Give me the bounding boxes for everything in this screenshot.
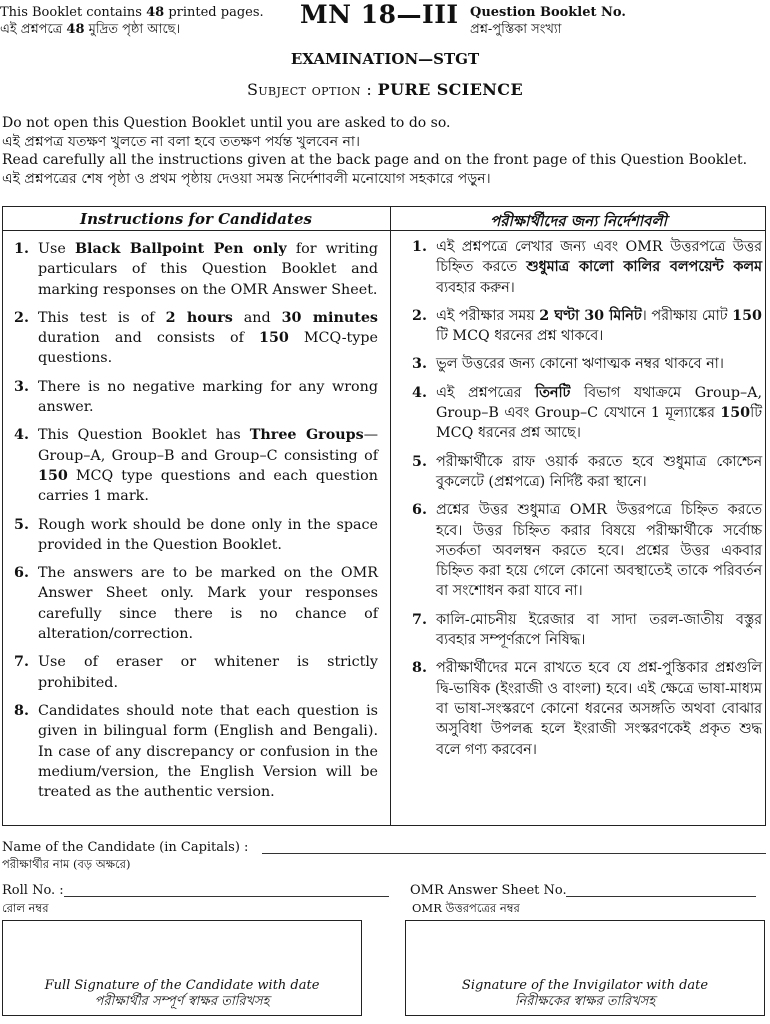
item-text: Candidates should note that each question is given in bilingual form (English and Bengali). In case of any discrepancy or confusion in the medium/version, the English Version will be treated as the authentic version.: [38, 702, 378, 801]
item-number: 5.: [14, 516, 29, 533]
booklet-pages-bn-post: মুদ্রিত পৃষ্ঠা আছে।: [84, 22, 181, 37]
instruction-item-bn: [412, 383, 762, 444]
item-number: 7.: [14, 654, 29, 671]
instruction-item: [14, 425, 378, 506]
note-1-bn: এই প্রশ্নপত্র যতক্ষণ খুলতে না বলা হবে ততক্ষণ পর্যন্ত খুলবেন না।: [2, 133, 360, 150]
item-text: [38, 425, 378, 506]
item-text-part: টি MCQ ধরনের প্রশ্ন থাকবে।: [436, 328, 604, 345]
candidate-name-field[interactable]: [262, 853, 766, 854]
instruction-item-bn: [412, 658, 762, 759]
paper-code: MN 18—III: [300, 0, 459, 29]
item-number: 2.: [14, 309, 29, 326]
item-text: কালি-মোচনীয় ইরেজার বা সাদা তরল-জাতীয় বস্তুর ব্যবহার সম্পূর্ণরূপে নিষিদ্ধ।: [436, 611, 762, 649]
roll-no-label-bn: রোল নম্বর: [2, 901, 49, 915]
item-number: 5.: [412, 453, 427, 470]
omr-no-field[interactable]: [566, 896, 756, 897]
item-text-part: This Question Booklet has: [38, 427, 250, 444]
item-text-bold: 30 minutes: [281, 309, 378, 326]
item-text-bold: Black Ballpoint Pen only: [74, 241, 287, 257]
question-booklet-no-bn: প্রশ্ন-পুস্তিকা সংখ্যা: [470, 22, 562, 37]
item-text-bold: 150: [259, 330, 289, 347]
booklet-pages-en-num: 48: [146, 5, 165, 20]
invigilator-signature-bn: নিরীক্ষকের স্বাক্ষর তারিখসহ: [514, 994, 656, 1009]
item-number: 4.: [14, 427, 29, 444]
column-divider: [390, 206, 391, 826]
candidate-signature-en: Full Signature of the Candidate with date: [44, 978, 320, 993]
subject-value: PURE SCIENCE: [377, 80, 524, 99]
item-text-part: for writing particulars of this Question Booklet and marking responses on the OMR Answer Sheet.: [38, 241, 378, 298]
invigilator-signature-caption: [405, 978, 765, 1010]
instruction-item: [14, 701, 378, 802]
item-number: 6.: [14, 565, 29, 582]
item-text: [38, 308, 378, 369]
item-number: 1.: [412, 239, 427, 255]
item-text: Use of eraser or whitener is strictly prohibited.: [38, 654, 378, 691]
roll-no-field[interactable]: [64, 896, 389, 897]
item-text-bold: 150: [720, 405, 751, 422]
item-text-part: Use: [38, 241, 75, 257]
instruction-item-bn: [412, 237, 762, 298]
item-number: 8.: [412, 660, 427, 677]
instruction-item-bn: [412, 500, 762, 601]
item-text-part: এই প্রশ্নপত্রে লেখার জন্য এবং OMR উত্তরপত্রে উত্তর চিহ্নিত করতে: [436, 239, 762, 276]
booklet-pages-bn-pre: এই প্রশ্নপত্রে: [0, 22, 67, 37]
candidate-name-label-bn: পরীক্ষার্থীর নাম (বড় অক্ষরে): [2, 857, 131, 871]
item-text-bold: Three Groups: [249, 427, 364, 444]
item-text-part: এই পরীক্ষার সময়: [436, 307, 540, 324]
note-2-bn: এই প্রশ্নপত্রের শেষ পৃষ্ঠা ও প্রথম পৃষ্ঠায় দেওয়া সমস্ত নির্দেশাবলী মনোযোগ সহকারে পড়ুন।: [2, 170, 491, 187]
item-text-part: এই প্রশ্নপত্রের: [436, 384, 536, 401]
omr-no-label-bn: OMR উত্তরপত্রের নম্বর: [412, 901, 520, 915]
item-text: [436, 306, 762, 347]
subject-separator: :: [360, 80, 378, 99]
item-text: প্রশ্নের উত্তর শুধুমাত্র OMR উত্তরপত্রে চিহ্নিত করতে হবে। উত্তর চিহ্নিত করার বিষয়ে পরীক্ষার্থীকে সর্বোচ্চ সতর্কতা অবলম্বন করতে হবে। প্রশ্নের উত্তর একবার চিহ্নিত করা হয়ে গেলে কোনো অবস্থাতেই তাকে পরিবর্তন বা সংশোধন করা যাবে না।: [436, 502, 762, 600]
item-number: 7.: [412, 611, 427, 628]
invigilator-signature-en: Signature of the Invigilator with date: [461, 978, 709, 993]
instruction-item: [14, 515, 378, 556]
instruction-item: [14, 652, 378, 693]
instruction-item: [14, 563, 378, 644]
item-text-bold: শুধুমাত্র কালো কালির বলপয়েন্ট কলম: [526, 259, 762, 276]
item-number: 8.: [14, 702, 29, 719]
item-text-part: —Group–A, Group–B and Group–C consisting of: [38, 427, 378, 464]
instructions-heading-en: Instructions for Candidates: [80, 210, 312, 228]
item-text: [436, 383, 762, 444]
question-booklet-number: [470, 4, 770, 38]
omr-no-label-en: OMR Answer Sheet No.: [410, 883, 567, 898]
item-text: পরীক্ষার্থীদের মনে রাখতে হবে যে প্রশ্ন-পুস্তিকার প্রশ্নগুলি দ্বি-ভাষিক (ইংরাজী ও বাংলা) হবে। এই ক্ষেত্রে ভাষা-মাধ্যম বা ভাষা-সংস্করণে কোনো ধরনের অসঙ্গতি অথবা বোঝার অসুবিধা উপলব্ধ হলে ইংরাজী সংস্করণকেই প্রকৃত শুদ্ধ বলে গণ্য করবেন।: [436, 660, 762, 758]
item-text-bold: 2 ঘণ্টা 30 মিনিট: [539, 307, 642, 324]
candidate-name-label-en: Name of the Candidate (in Capitals) :: [2, 840, 249, 855]
instruction-item-bn: [412, 610, 762, 651]
booklet-pages-bn: [0, 21, 290, 38]
item-number: 6.: [412, 502, 427, 519]
item-text-part: This test is of: [38, 309, 166, 326]
item-text: পরীক্ষার্থীকে রাফ ওয়ার্ক করতে হবে শুধুমাত্র কোশ্চেন বুকলেটে (প্রশ্নপত্রে) নির্দিষ্ট করা স্থানে।: [436, 453, 762, 490]
instruction-item: [14, 308, 378, 369]
note-2-en: Read carefully all the instructions given at the back page and on the front page of this Question Booklet.: [2, 152, 748, 168]
instructions-heading-bn: পরীক্ষার্থীদের জন্য নির্দেশাবলী: [490, 212, 667, 230]
instructions-list-bn: [412, 237, 762, 768]
item-text: There is no negative marking for any wrong answer.: [38, 378, 378, 416]
booklet-pages-en-post: printed pages.: [164, 5, 264, 20]
booklet-pages-bn-num: 48: [66, 22, 85, 37]
item-number: 3.: [14, 378, 29, 395]
booklet-pages-en: [0, 4, 290, 21]
roll-no-label-en: Roll No. :: [2, 883, 64, 898]
subject-option: [0, 80, 770, 99]
item-number: 2.: [412, 307, 427, 324]
subject-label: Subject option: [246, 80, 361, 99]
item-text: [38, 239, 378, 300]
candidate-signature-caption: [2, 978, 362, 1010]
note-1-en: Do not open this Question Booklet until you are asked to do so.: [2, 115, 451, 131]
item-text-bold: 2 hours: [165, 309, 233, 326]
item-text: The answers are to be marked on the OMR Answer Sheet only. Mark your responses carefully since there is no chance of alteration/correction.: [38, 565, 378, 643]
booklet-pages-en-pre: This Booklet contains: [0, 5, 147, 20]
instruction-item-bn: [412, 306, 762, 347]
item-text-part: duration and consists of: [38, 330, 259, 347]
booklet-pages-info: [0, 4, 290, 38]
question-booklet-no-en: Question Booklet No.: [470, 5, 626, 20]
item-text: [436, 237, 762, 298]
item-text: Rough work should be done only in the space provided in the Question Booklet.: [38, 516, 378, 553]
item-text-part: । পরীক্ষায় মোট: [641, 307, 733, 324]
instruction-item: [14, 239, 378, 300]
item-text-part: and: [232, 309, 282, 326]
candidate-signature-bn: পরীক্ষার্থীর সম্পূর্ণ স্বাক্ষর তারিখসহ: [94, 994, 270, 1009]
instruction-item-bn: [412, 452, 762, 493]
item-number: 1.: [14, 241, 29, 257]
item-number: 3.: [412, 356, 427, 373]
item-text-part: বিভাগ যথাক্রমে Group–A, Group–B এবং Group–C যেখানে 1 মূল্যাঙ্কের: [436, 384, 762, 422]
general-notes: [2, 114, 768, 188]
item-text-bold: তিনটি: [535, 384, 571, 401]
instruction-item: [14, 377, 378, 418]
item-text-bold: 150: [38, 467, 68, 484]
instruction-item-bn: [412, 354, 762, 374]
item-number: 4.: [412, 384, 427, 401]
item-text-part: MCQ type questions and each question carries 1 mark.: [38, 467, 378, 505]
item-text-part: MCQ-type questions.: [38, 330, 378, 367]
item-text: ভুল উত্তরের জন্য কোনো ঋণাত্মক নম্বর থাকবে না।: [436, 356, 724, 373]
item-text-part: টি MCQ ধরনের প্রশ্ন আছে।: [436, 405, 762, 442]
item-text-bold: 150: [732, 307, 762, 324]
exam-title: EXAMINATION—STGT: [290, 50, 480, 68]
instructions-list-en: [14, 239, 378, 810]
item-text-part: ব্যবহার করুন।: [436, 279, 515, 296]
